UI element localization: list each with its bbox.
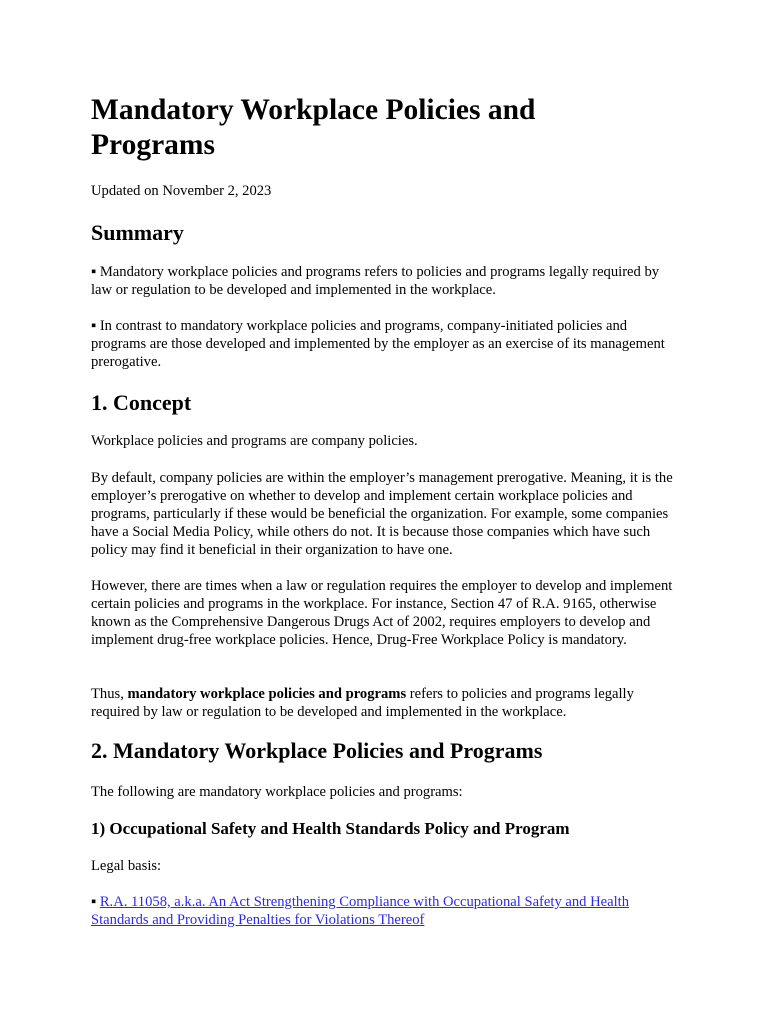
list-bullet: ▪ xyxy=(91,894,100,910)
legal-basis-item xyxy=(91,893,683,929)
legal-basis-label: Legal basis: xyxy=(91,858,162,874)
concept-paragraph-4-suffix: refers to policies and programs legally required by law or regulation to be developed and implemented in the workplace. xyxy=(91,686,634,720)
osh-policy-heading: 1) Occupational Safety and Health Standards Policy and Program xyxy=(91,819,570,838)
concept-paragraph-4 xyxy=(91,685,683,721)
ra-11058-link[interactable]: R.A. 11058, a.k.a. An Act Strengthening Compliance with Occupational Safety and Health Standards and Providing Penalties for Violations Thereof xyxy=(91,894,630,928)
mandatory-definition-term: mandatory workplace policies and programs xyxy=(127,686,407,702)
concept-paragraph-4-prefix: Thus, xyxy=(91,686,128,702)
concept-paragraph-1: Workplace policies and programs are company policies. xyxy=(91,433,418,449)
summary-bullet-2: ▪ In contrast to mandatory workplace policies and programs, company-initiated policies and programs are those developed and implemented by the employer as an exercise of its management prerogative. xyxy=(91,318,665,370)
summary-bullet-1: ▪ Mandatory workplace policies and programs refers to policies and programs legally required by law or regulation to be developed and implemented in the workplace. xyxy=(91,264,660,298)
concept-paragraph-2: By default, company policies are within the employer’s management prerogative. Meaning, it is the employer’s prerogative on whether to develop and implement certain workplace policies and programs, particularly if these would be beneficial the organization. For example, some companies have a Social Media Policy, while others do not. It is because those companies which have such policy may find it beneficial in their organization to have one. xyxy=(91,470,673,558)
mandatory-intro: The following are mandatory workplace policies and programs: xyxy=(91,784,463,800)
updated-date: Updated on November 2, 2023 xyxy=(91,183,272,199)
mandatory-heading: 2. Mandatory Workplace Policies and Programs xyxy=(91,738,543,763)
concept-heading: 1. Concept xyxy=(91,390,192,415)
summary-heading: Summary xyxy=(91,220,184,245)
page-title: Mandatory Workplace Policies and Programs xyxy=(91,94,536,161)
concept-paragraph-3: However, there are times when a law or regulation requires the employer to develop and implement certain policies and programs in the workplace. For instance, Section 47 of R.A. 9165, otherwise known as the Comprehensive Dangerous Drugs Act of 2002, requires employers to develop and implement drug-free workplace policies. Hence, Drug-Free Workplace Policy is mandatory. xyxy=(91,578,673,648)
